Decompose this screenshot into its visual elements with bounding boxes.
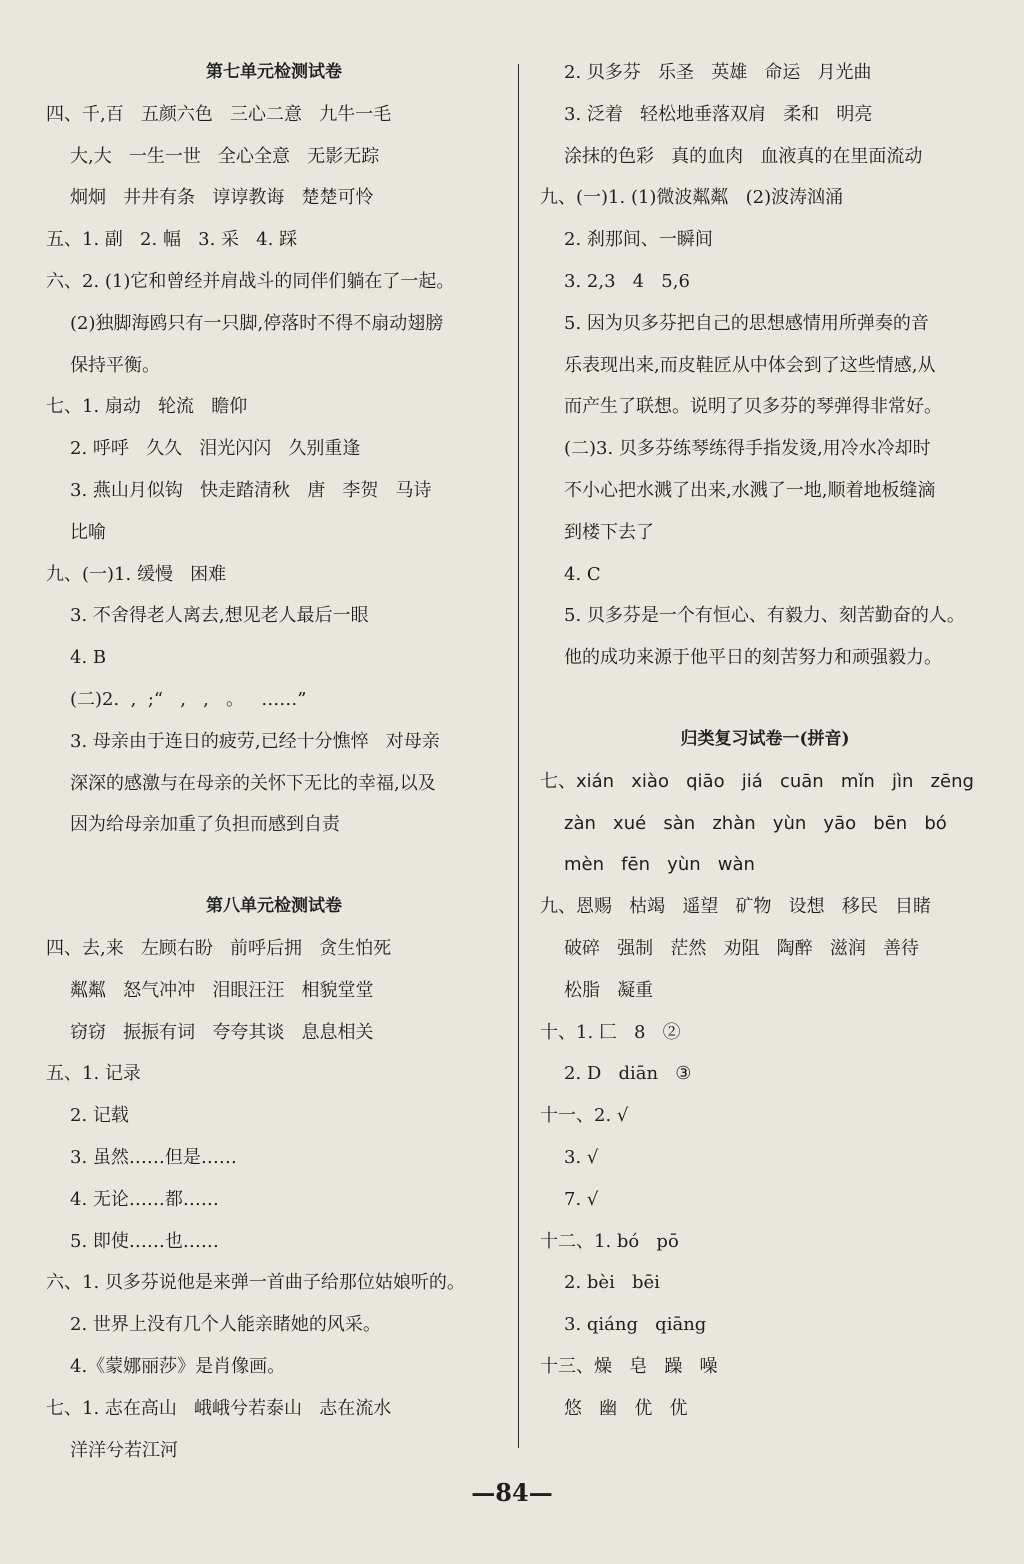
answer-line: 九、(一)1. 缓慢 困难 (46, 563, 227, 585)
right-column (540, 52, 990, 1430)
answer-line: 5. 即使……也…… (70, 1230, 219, 1252)
column-divider (518, 64, 519, 1448)
answer-line: 2. D diān ③ (564, 1063, 692, 1085)
answer-line: 九、恩赐 枯竭 遥望 矿物 设想 移民 目睹 (540, 896, 931, 918)
answer-line: (二)3. 贝多芬练琴练得手指发烫,用冷水冷却时 (564, 438, 931, 460)
answer-line: 2. bèi bēi (564, 1272, 660, 1294)
answer-line: 涂抹的色彩 真的血肉 血液真的在里面流动 (564, 145, 923, 167)
answer-line: 不小心把水溅了出来,水溅了一地,顺着地板缝滴 (564, 479, 936, 501)
answer-line: 十、1. 匚 8 ② (540, 1021, 681, 1043)
answer-line: 九、(一)1. (1)微波粼粼 (2)波涛汹涌 (540, 187, 844, 209)
answer-line: 3. 母亲由于连日的疲劳,已经十分憔悴 对母亲 (70, 730, 440, 752)
answer-line: 粼粼 怒气冲冲 泪眼汪汪 相貌堂堂 (70, 979, 374, 1001)
answer-line: 保持平衡。 (70, 354, 160, 376)
answer-line: 2. 贝多芬 乐圣 英雄 命运 月光曲 (564, 62, 872, 83)
answer-line: 他的成功来源于他平日的刻苦努力和顽强毅力。 (564, 647, 942, 669)
answer-line: 乐表现出来,而皮鞋匠从中体会到了这些情感,从 (564, 354, 936, 376)
answer-line: 五、1. 记录 (46, 1063, 141, 1085)
answer-line: 2. 刹那间、一瞬间 (564, 229, 713, 251)
section-title-review-pinyin: 归类复习试卷一(拼音) (680, 728, 850, 749)
answer-line: 七、xián xiào qiāo jiá cuān mǐn jìn zēng (540, 770, 974, 792)
answer-line: 5. 因为贝多芬把自己的思想感情用所弹奏的音 (564, 312, 929, 334)
answer-line: 2. 记载 (70, 1105, 129, 1127)
answer-line: 五、1. 副 2. 幅 3. 采 4. 踩 (46, 229, 298, 251)
answer-line: 七、1. 志在高山 峨峨兮若泰山 志在流水 (46, 1397, 392, 1419)
answer-line: 3. 不舍得老人离去,想见老人最后一眼 (70, 605, 369, 627)
answer-line: 四、去,来 左顾右盼 前呼后拥 贪生怕死 (46, 937, 392, 959)
answer-line: 六、2. (1)它和曾经并肩战斗的同伴们躺在了一起。 (46, 270, 455, 292)
answer-line: 因为给母亲加重了负担而感到自责 (70, 814, 340, 836)
answer-line: 3. 虽然……但是…… (70, 1146, 237, 1168)
left-column (46, 52, 502, 1471)
answer-line: 3. 泛着 轻松地垂落双肩 柔和 明亮 (564, 103, 873, 125)
answer-line: 十三、燥 皂 躁 噪 (540, 1355, 718, 1377)
answer-line: 破碎 强制 茫然 劝阻 陶醉 滋润 善待 (564, 937, 919, 959)
answer-line: 十一、2. √ (540, 1105, 629, 1127)
answer-line: 洋洋兮若江河 (70, 1439, 178, 1461)
answer-line: 3. qiáng qiāng (564, 1314, 707, 1336)
answer-line: 炯炯 井井有条 谆谆教诲 楚楚可怜 (70, 187, 374, 209)
answer-line: 3. √ (564, 1146, 599, 1168)
answer-line: 而产生了联想。说明了贝多芬的琴弹得非常好。 (564, 396, 942, 418)
answer-line: 2. 世界上没有几个人能亲睹她的风采。 (70, 1314, 381, 1336)
answer-line: 四、千,百 五颜六色 三心二意 九牛一毛 (46, 103, 392, 125)
answer-line: 2. 呼呼 久久 泪光闪闪 久别重逢 (70, 438, 361, 460)
answer-line: 到楼下去了 (564, 521, 654, 543)
answer-line: 4. B (70, 647, 107, 669)
answer-line: 十二、1. bó pō (540, 1230, 679, 1252)
answer-line: 悠 幽 优 优 (564, 1397, 688, 1419)
answer-line: 七、1. 扇动 轮流 瞻仰 (46, 396, 248, 418)
answer-line: 六、1. 贝多芬说他是来弹一首曲子给那位姑娘听的。 (46, 1272, 465, 1294)
answer-line: 4.《蒙娜丽莎》是肖像画。 (70, 1355, 286, 1377)
section-title-unit8: 第八单元检测试卷 (206, 896, 342, 917)
answer-line: 窃窃 振振有词 夸夸其谈 息息相关 (70, 1021, 374, 1043)
section-title-unit7: 第七单元检测试卷 (206, 62, 342, 82)
answer-line: 3. 2,3 4 5,6 (564, 270, 690, 292)
answer-line: 7. √ (564, 1188, 599, 1210)
answer-line: zàn xué sàn zhàn yùn yāo bēn bó (564, 812, 947, 834)
answer-line: mèn fēn yùn wàn (564, 854, 755, 876)
answer-line: (2)独脚海鸥只有一只脚,停落时不得不扇动翅膀 (70, 312, 444, 334)
answer-line: 3. 燕山月似钩 快走踏清秋 唐 李贺 马诗 (70, 479, 432, 501)
answer-line: (二)2. , ;“ , , 。 ……” (70, 688, 307, 710)
page-number: —84— (471, 1478, 553, 1507)
answer-line: 比喻 (70, 521, 106, 543)
answer-line: 4. 无论……都…… (70, 1188, 219, 1210)
answer-line: 5. 贝多芬是一个有恒心、有毅力、刻苦勤奋的人。 (564, 605, 965, 627)
answer-line: 深深的感激与在母亲的关怀下无比的幸福,以及 (70, 772, 436, 794)
answer-line: 4. C (564, 563, 601, 585)
answer-line: 松脂 凝重 (564, 979, 654, 1001)
answer-line: 大,大 一生一世 全心全意 无影无踪 (70, 145, 380, 167)
